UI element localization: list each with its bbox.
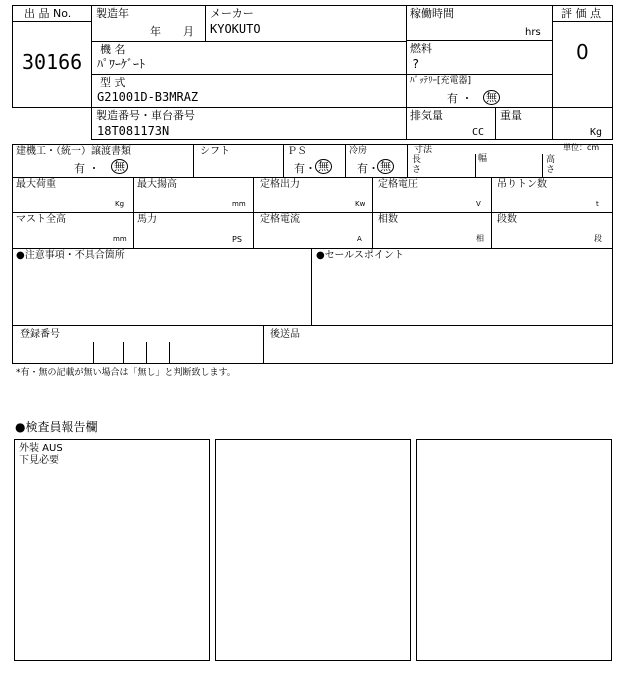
stages-unit: 段 xyxy=(594,234,602,243)
hours-unit: hrs xyxy=(525,27,541,38)
weight-unit: Kg xyxy=(590,127,603,138)
reg-label: 登録番号 xyxy=(20,329,60,340)
max-lift-unit: mm xyxy=(232,200,246,208)
lot-label: 出 品 No. xyxy=(24,7,72,20)
transfer-yes: 有 ・ xyxy=(74,162,100,175)
horsepower-unit: PS xyxy=(232,235,242,244)
length-label: 長 さ xyxy=(412,155,422,175)
max-load-unit: Kg xyxy=(115,200,125,208)
inspector-box-3 xyxy=(416,439,612,661)
spec-table xyxy=(12,144,613,249)
phases-unit: 相 xyxy=(476,234,484,243)
battery-yes: 有 ・ xyxy=(447,92,473,105)
shipping-label: 後送品 xyxy=(270,329,300,340)
hoist-ton-unit: t xyxy=(596,200,599,208)
battery-no: 無 xyxy=(483,90,500,105)
mast-height-label: マスト全高 xyxy=(16,214,66,225)
inspector-box-2 xyxy=(215,439,411,661)
year-value: 年 月 xyxy=(150,25,194,38)
year-label: 製造年 xyxy=(96,7,129,20)
rating-value: 0 xyxy=(576,40,589,64)
inspector-note-1: 外装 AUS xyxy=(19,443,63,454)
max-load-label: 最大荷重 xyxy=(16,179,56,190)
hoist-ton-label: 吊りトン数 xyxy=(497,179,547,190)
rated-voltage-label: 定格電圧 xyxy=(378,179,418,190)
model-name-value: ﾊﾟﾜｰｹﾞｰﾄ xyxy=(97,57,146,71)
cooling-yes: 有・ xyxy=(357,162,379,175)
inspector-box-1 xyxy=(14,439,210,661)
rated-output-unit: Kw xyxy=(355,200,366,208)
fuel-label: 燃料 xyxy=(410,42,432,55)
horsepower-label: 馬力 xyxy=(137,214,157,225)
registration-box xyxy=(12,325,613,364)
rated-output-label: 定格出力 xyxy=(260,179,300,190)
phases-label: 相数 xyxy=(378,214,398,225)
transfer-no: 無 xyxy=(111,159,128,174)
battery-label: ﾊﾞｯﾃﾘｰ[充電器] xyxy=(410,76,472,86)
stages-label: 段数 xyxy=(497,214,517,225)
model-label: 型 式 xyxy=(100,76,126,89)
caution-label: ●注意事項・不具合箇所 xyxy=(16,250,125,261)
height-label: 高 さ xyxy=(546,155,556,175)
rated-current-unit: A xyxy=(357,235,362,243)
unit-note: 単位：cm xyxy=(563,143,600,152)
width-label: 幅 xyxy=(478,154,488,164)
mast-height-unit: mm xyxy=(113,235,127,243)
ps-no: 無 xyxy=(315,159,332,174)
sales-label: ●セールスポイント xyxy=(316,250,404,261)
rated-current-label: 定格電流 xyxy=(260,214,300,225)
cooling-label: 冷房 xyxy=(349,146,368,156)
ps-label: ＰＳ xyxy=(287,146,307,157)
cooling-no: 無 xyxy=(377,159,394,174)
maker-value: KYOKUTO xyxy=(210,22,261,36)
serial-label: 製造番号・車台番号 xyxy=(96,109,195,122)
fuel-value: ? xyxy=(412,57,420,71)
maker-label: メーカー xyxy=(210,7,254,20)
lot-number: 30166 xyxy=(22,50,83,74)
dims-label: 寸法 xyxy=(414,145,433,155)
weight-label: 重量 xyxy=(500,109,522,122)
model-value: G21001D-B3MRAZ xyxy=(97,90,199,104)
hours-label: 稼働時間 xyxy=(410,7,454,20)
rating-label: 評 価 点 xyxy=(561,7,601,20)
serial-value: 18T081173N xyxy=(97,124,170,138)
model-name-label: 機 名 xyxy=(100,43,126,56)
shift-label: シフト xyxy=(200,146,230,157)
displacement-unit: CC xyxy=(472,127,485,138)
transfer-label: 建機工・（統一）譲渡書類 xyxy=(16,146,131,157)
inspector-note-2: 下見必要 xyxy=(19,455,59,466)
max-lift-label: 最大揚高 xyxy=(137,179,177,190)
rated-voltage-unit: V xyxy=(476,200,481,208)
inspector-title: ●検査員報告欄 xyxy=(15,420,98,434)
displacement-label: 排気量 xyxy=(410,109,443,122)
ps-yes: 有・ xyxy=(294,162,316,175)
footnote: *有・無の記載が無い場合は「無し」と判断致します。 xyxy=(16,368,236,378)
